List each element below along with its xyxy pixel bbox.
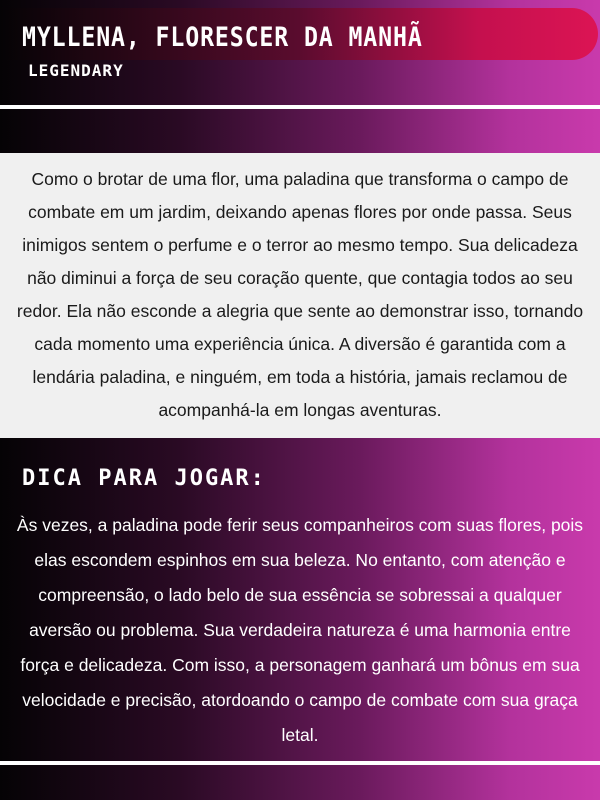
rarity-label: LEGENDARY	[28, 61, 124, 80]
bottom-divider	[0, 761, 600, 765]
description-text: Como o brotar de uma flor, uma paladina que transforma o campo de combate em um jardim, deixando apenas flores por onde passa. Seus inimigos sentem o perfume e o terror ao mesmo tempo. Sua delicadeza não diminui a força de seu coração quente, que contagia todos ao seu redor. Ela não esconde a alegria que sente ao demonstrar isso, tornando cada momento uma experiência única. A diversão é garantida com a lendária paladina, e ninguém, em toda a história, jamais reclamou de acompanhá-la em longas aventuras.	[16, 169, 584, 420]
tip-heading: DICA PARA JOGAR:	[22, 466, 266, 491]
tip-text: Às vezes, a paladina pode ferir seus companheiros com suas flores, pois elas escondem espinhos em sua beleza. No entanto, com atenção e compreensão, o lado belo de sua essência se sobressai a qualquer aversão ou problema. Sua verdadeira natureza é uma harmonia entre força e delicadeza. Com isso, a personagem ganhará um bônus em sua velocidade e precisão, atordoando o campo de combate com sua graça letal.	[16, 515, 584, 745]
title-banner	[0, 8, 598, 60]
description-box	[0, 153, 600, 438]
character-title: MYLLENA, FLORESCER DA MANHÃ	[22, 22, 423, 53]
top-divider	[0, 105, 600, 109]
